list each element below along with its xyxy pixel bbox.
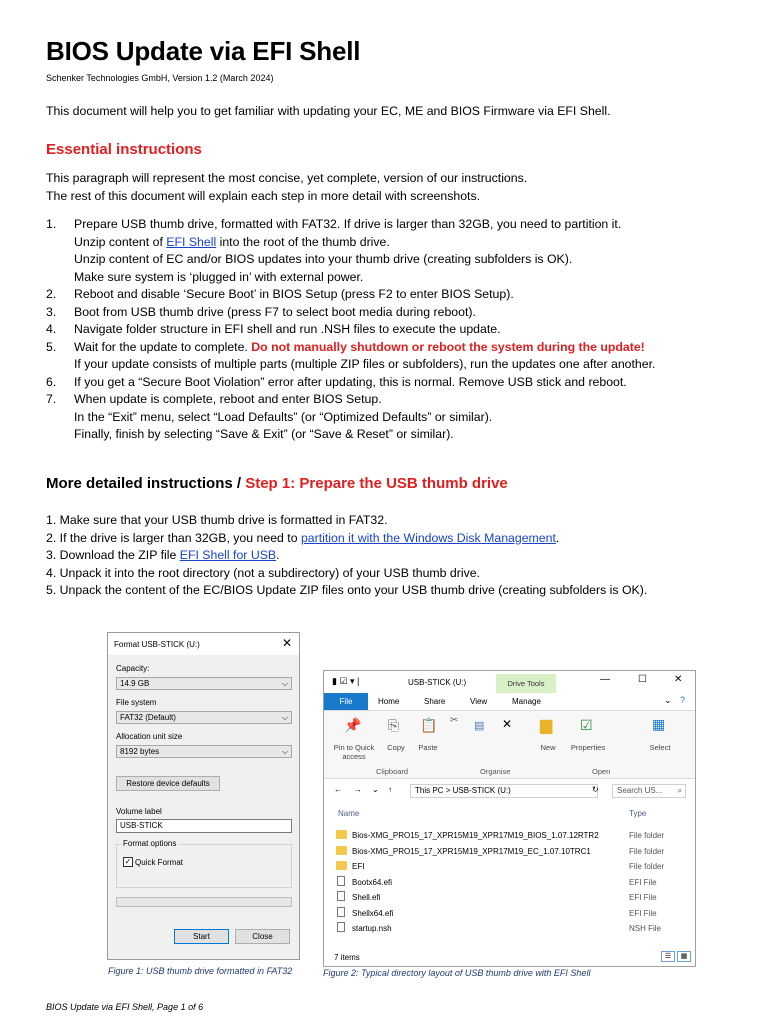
close-icon[interactable]: ✕ (674, 674, 683, 685)
step-text: Wait for the update to complete. (74, 339, 252, 354)
format-dialog-titlebar (108, 633, 299, 655)
file-list-row[interactable] (336, 890, 686, 905)
explorer-titlebar (324, 671, 695, 693)
chevron-down-icon: ⌵ (281, 747, 288, 756)
select-icon[interactable]: ▦ (652, 716, 666, 732)
format-options-label: Format options (123, 839, 177, 848)
view-toggle (661, 951, 691, 962)
step-item (46, 391, 746, 444)
warning-text: Do not manually shutdown or reboot the system during the update! (251, 339, 645, 354)
step-number: 4. (46, 322, 57, 336)
organise-group-label: Organise (480, 767, 511, 776)
step-text: Unzip content of (74, 234, 167, 249)
step-item (46, 216, 746, 286)
details-view-icon[interactable]: ☰ (661, 951, 675, 962)
step-line: Finally, finish by selecting “Save & Exit” (or “Save & Reset” or similar). (74, 427, 454, 441)
document-subtitle: Schenker Technologies GmbH, Version 1.2 (March 2024) (46, 73, 274, 83)
file-name: Shell.efi (352, 893, 381, 902)
status-item-count: 7 items (334, 953, 360, 962)
figure-2-caption: Figure 2: Typical directory layout of USB thumb drive with EFI Shell (323, 968, 591, 978)
quick-access-toolbar-icon[interactable]: ▮ ☑ ▾ | (332, 676, 360, 686)
capacity-select[interactable] (116, 677, 292, 690)
folder-icon (336, 861, 347, 870)
file-type: NSH File (629, 924, 662, 933)
page-footer: BIOS Update via EFI Shell, Page 1 of 6 (46, 1002, 204, 1012)
detailed-item: 4. Unpack it into the root directory (not a subdirectory) of your USB thumb drive. (46, 565, 480, 580)
file-list-row[interactable] (336, 859, 686, 874)
step-line: Unzip content of EC and/or BIOS updates into your thumb drive (creating subfolders is OK). (74, 252, 573, 266)
file-system-value: FAT32 (Default) (120, 713, 176, 722)
step-number: 2. (46, 287, 57, 301)
close-icon[interactable]: ✕ (281, 636, 292, 650)
chevron-down-icon[interactable]: ⌄ (372, 785, 379, 794)
back-arrow-icon[interactable]: ← (334, 785, 342, 794)
volume-label-input[interactable]: USB-STICK (116, 819, 292, 833)
restore-defaults-button[interactable]: Restore device defaults (116, 776, 220, 791)
delete-icon[interactable]: ✕ (502, 717, 513, 731)
search-placeholder: Search US... (617, 786, 663, 795)
essential-paragraph (46, 170, 527, 205)
file-name: Bios-XMG_PRO15_17_XPR15M19_XPR17M19_BIOS_1.07.12RTR2 (352, 831, 599, 840)
step-number: 1. (46, 217, 57, 231)
file-name: Bios-XMG_PRO15_17_XPR15M19_XPR17M19_EC_1.07.10TRC1 (352, 846, 591, 856)
detailed-heading-step: Step 1: Prepare the USB thumb drive (245, 475, 508, 492)
detailed-steps-list (46, 512, 647, 600)
intro-paragraph: This document will help you to get familiar with updating your EC, ME and BIOS Firmware via EFI Shell. (46, 104, 611, 118)
file-type: EFI File (629, 908, 657, 918)
column-header-name[interactable]: Name (338, 809, 360, 818)
properties-icon[interactable]: ☑ (580, 717, 593, 733)
step-line: In the “Exit” menu, select “Load Defaults” (or “Optimized Defaults” or similar). (74, 409, 493, 424)
paste-button[interactable]: Paste (418, 743, 438, 752)
essential-heading: Essential instructions (46, 141, 202, 158)
maximize-icon[interactable]: ☐ (638, 674, 647, 685)
essential-steps-list (46, 216, 746, 444)
detailed-item: 5. Unpack the content of the EC/BIOS Update ZIP files onto your USB thumb drive (creating subfolders is OK). (46, 583, 648, 597)
figure-1-caption: Figure 1: USB thumb drive formatted in FAT32 (108, 966, 293, 976)
efi-shell-usb-link[interactable]: EFI Shell for USB (179, 548, 277, 562)
large-icons-view-icon[interactable]: ▦ (677, 951, 691, 962)
file-type: File folder (629, 831, 665, 840)
explorer-title: USB-STICK (U:) (408, 678, 467, 687)
file-name: startup.nsh (352, 924, 392, 933)
file-name: Shellx64.efi (352, 908, 394, 918)
chevron-down-icon[interactable]: ⌄ (664, 695, 672, 705)
detailed-item (46, 547, 647, 565)
explorer-ribbon (324, 711, 695, 779)
detailed-text: 3. Download the ZIP file (46, 548, 180, 562)
tab-home[interactable]: Home (378, 697, 400, 706)
step-line: If your update consists of multiple parts (multiple ZIP files or subfolders), run the updates one after another. (74, 357, 656, 371)
properties-button[interactable]: Properties (570, 743, 606, 752)
breadcrumb-separator: > (445, 786, 451, 795)
new-folder-icon[interactable]: ▆ (540, 717, 553, 734)
step-text: into the root of the thumb drive. (216, 234, 390, 249)
step-item (46, 304, 746, 322)
column-header-type[interactable]: Type (629, 809, 647, 818)
page-title: BIOS Update via EFI Shell (46, 36, 361, 66)
address-bar[interactable] (410, 784, 598, 798)
step-number: 7. (46, 392, 57, 406)
file-list-row[interactable] (336, 828, 686, 843)
format-dialog (107, 632, 300, 960)
file-list-row[interactable] (336, 906, 686, 921)
capacity-value: 14.9 GB (120, 679, 150, 688)
step-line: Prepare USB thumb drive, formatted with FAT32. If drive is larger than 32GB, you need to partition it. (74, 217, 622, 231)
step-line (74, 234, 746, 252)
detailed-text: 2. If the drive is larger than 32GB, you need to (46, 530, 301, 545)
file-list-row[interactable] (336, 844, 686, 859)
step-line: Navigate folder structure in EFI shell and run .NSH files to execute the update. (74, 322, 501, 336)
file-name: EFI (352, 862, 365, 871)
essential-para-line-2: The rest of this document will explain each step in more detail with screenshots. (46, 188, 481, 203)
file-name: Bootx64.efi (352, 877, 393, 887)
cut-icon[interactable]: ✂ (450, 715, 459, 726)
close-button[interactable]: Close (235, 929, 290, 944)
move-to-icon[interactable]: ▤ (474, 720, 485, 732)
breadcrumb-this-pc[interactable]: This PC (415, 786, 444, 795)
file-icon (337, 891, 345, 901)
format-progress-bar (116, 897, 292, 907)
pin-quick-access-button[interactable]: Pin to Quick access (333, 743, 375, 761)
folder-icon (336, 830, 347, 839)
step-item (46, 286, 746, 304)
step-line: Boot from USB thumb drive (press F7 to select boot media during reboot). (74, 304, 476, 319)
file-type: EFI File (629, 877, 657, 887)
file-list-row[interactable] (336, 875, 686, 890)
allocation-select[interactable] (116, 745, 292, 758)
file-type: File folder (629, 846, 665, 856)
paste-icon[interactable]: 📋 (420, 717, 438, 733)
ribbon-tabs (324, 693, 695, 711)
step-line: When update is complete, reboot and enter BIOS Setup. (74, 392, 382, 406)
minimize-icon[interactable]: — (600, 674, 610, 685)
volume-label-label: Volume label (116, 807, 162, 816)
disk-management-link[interactable]: partition it with the Windows Disk Management (300, 530, 556, 545)
clipboard-group-label: Clipboard (376, 767, 409, 776)
refresh-icon[interactable]: ↻ (592, 785, 599, 794)
forward-arrow-icon[interactable]: → (354, 785, 362, 794)
step-line (74, 339, 746, 357)
step-number: 6. (46, 374, 57, 389)
file-type: EFI File (629, 893, 657, 902)
tab-share[interactable]: Share (424, 697, 446, 706)
file-icon (337, 922, 345, 932)
open-group-label: Open (592, 767, 611, 776)
file-type: File folder (629, 862, 665, 871)
folder-icon (336, 846, 347, 855)
tab-manage[interactable]: Manage (512, 697, 541, 706)
search-input[interactable] (612, 784, 686, 798)
detailed-item (46, 530, 647, 548)
up-arrow-icon[interactable]: ↑ (388, 785, 392, 794)
detailed-item: 1. Make sure that your USB thumb drive is formatted in FAT32. (46, 513, 388, 527)
checkmark-icon: ✓ (124, 857, 132, 866)
step-number: 3. (46, 304, 57, 319)
step-item (46, 339, 746, 374)
quick-format-checkbox[interactable] (123, 857, 183, 867)
detailed-heading-main: More detailed instructions / (46, 475, 246, 492)
file-system-select[interactable] (116, 711, 292, 724)
search-icon: ⌕ (677, 786, 682, 795)
select-button[interactable]: Select (649, 743, 671, 752)
start-button[interactable]: Start (174, 929, 229, 944)
drive-tools-tab[interactable]: Drive Tools (496, 674, 556, 693)
chevron-down-icon: ⌵ (281, 713, 288, 722)
tab-view[interactable]: View (470, 697, 488, 706)
allocation-label: Allocation unit size (116, 732, 183, 741)
format-dialog-title: Format USB-STICK (U:) (114, 640, 200, 649)
detailed-text: . (276, 548, 280, 562)
step-line: Reboot and disable ‘Secure Boot’ in BIOS Setup (press F2 to enter BIOS Setup). (74, 287, 514, 301)
efi-shell-link[interactable]: EFI Shell (166, 234, 217, 249)
new-button[interactable]: New (540, 743, 556, 752)
step-line: If you get a “Secure Boot Violation” error after updating, this is normal. Remove USB stick and reboot. (74, 374, 627, 389)
file-icon (337, 907, 345, 917)
allocation-value: 8192 bytes (120, 747, 160, 756)
step-number: 5. (46, 339, 57, 354)
copy-icon[interactable]: ⎘ (388, 717, 400, 733)
step-item (46, 374, 746, 392)
file-system-label: File system (116, 698, 157, 707)
file-list-row[interactable] (336, 921, 686, 936)
essential-para-line-1: This paragraph will represent the most concise, yet complete, version of our instructions. (46, 171, 528, 185)
help-icon[interactable]: ? (680, 695, 686, 705)
address-bar-row (324, 779, 695, 803)
pin-icon[interactable]: 📌 (344, 717, 362, 733)
detailed-heading (46, 475, 508, 492)
breadcrumb-drive[interactable]: USB-STICK (U:) (452, 786, 511, 795)
quick-format-label: Quick Format (135, 857, 184, 867)
file-icon (337, 876, 345, 886)
tab-file[interactable]: File (324, 693, 368, 710)
copy-button[interactable]: Copy (387, 743, 405, 752)
capacity-label: Capacity: (116, 664, 150, 673)
detailed-text: . (555, 530, 560, 545)
explorer-window (323, 670, 696, 967)
chevron-down-icon: ⌵ (281, 679, 288, 688)
step-item (46, 321, 746, 339)
step-line: Make sure system is ‘plugged in’ with external power. (74, 269, 364, 284)
